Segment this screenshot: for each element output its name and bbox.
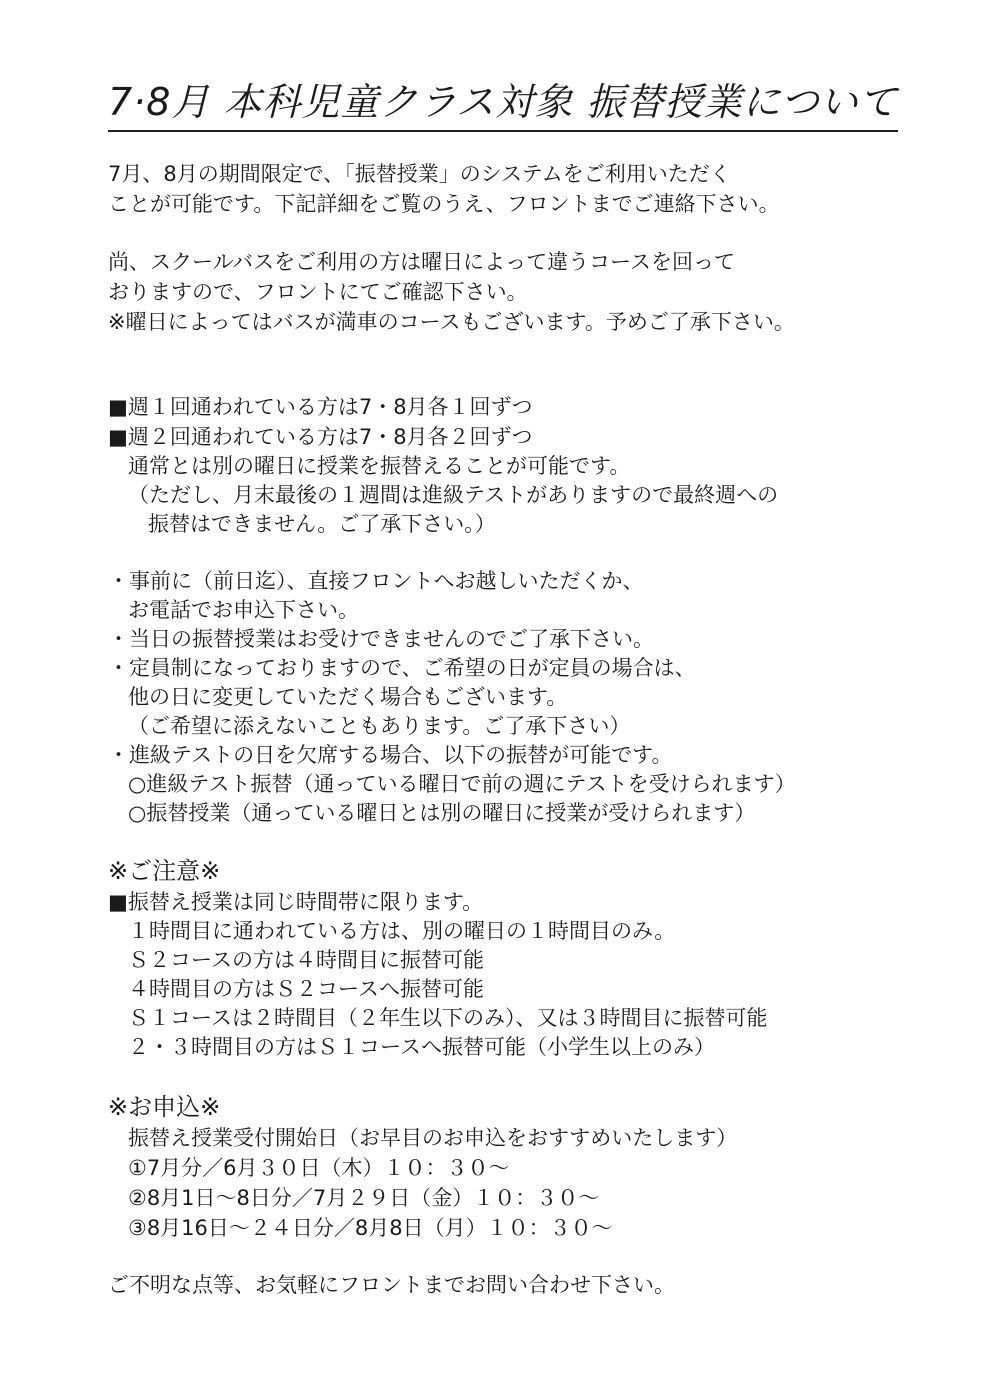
rule-line: ○振替授業（通っている曜日とは別の曜日に授業が受けられます） [128,801,756,825]
frequency-line: 振替はできません。ご了承下さい。） [148,512,496,536]
apply-line: ③8月16日～２４日分／8月8日（月）１０：３０～ [128,1216,613,1240]
rule-line: ○進級テスト振替（通っている曜日で前の週にテストを受けられます） [128,772,796,796]
rule-line: （ご希望に添えないこともあります。ご了承下さい） [128,714,631,738]
notice-line: ■振替え授業は同じ時間帯に限ります。 [108,890,484,914]
bus-line: ※曜日によってはバスが満車のコースもございます。予めご了承下さい。 [108,310,795,334]
bus-line: おりますので、フロントにてご確認下さい。 [108,280,528,304]
notice-heading: ※ご注意※ [108,857,221,885]
notice-line: ４時間目の方はＳ２コースへ振替可能 [128,977,484,1001]
rule-line: お電話でお申込下さい。 [128,598,359,622]
frequency-line: ■週２回通われている方は7・8月各２回ずつ [108,425,533,449]
notice-line: Ｓ２コースの方は４時間目に振替可能 [128,948,484,972]
rule-line: ・当日の振替授業はお受けできませんのでご了承下さい。 [108,627,654,651]
intro-line: 7月、8月の期間限定で、「振替授業」のシステムをご利用いただく [108,162,731,186]
apply-line: ②8月1日～8日分／7月２９日（金）１０：３０～ [128,1186,600,1210]
apply-line: ①7月分／6月３０日（木）１０：３０～ [128,1156,510,1180]
document-title: 7·8月 本科児童クラス対象 振替授業について [108,78,898,132]
apply-line: 振替え授業受付開始日（お早目のお申込をおすすめいたします） [128,1126,738,1150]
footer-line: ご不明な点等、お気軽にフロントまでお問い合わせ下さい。 [108,1273,675,1297]
frequency-line: （ただし、月末最後の１週間は進級テストがありますので最終週への [128,483,779,507]
rule-line: ・定員制になっておりますので、ご希望の日が定員の場合は、 [108,656,696,680]
intro-line: ことが可能です。下記詳細をご覧のうえ、フロントまでご連絡下さい。 [108,192,780,216]
notice-line: Ｓ１コースは２時間目（２年生以下のみ）、又は３時間目に振替可能 [128,1006,768,1030]
notice-line: ２・３時間目の方はＳ１コースへ振替可能（小学生以上のみ） [128,1035,715,1059]
bus-line: 尚、スクールバスをご利用の方は曜日によって違うコースを回って [108,250,736,274]
rule-line: ・事前に（前日迄）、直接フロントへお越しいただくか、 [108,569,644,593]
frequency-line: ■週１回通われている方は7・8月各１回ずつ [108,395,533,419]
apply-heading: ※お申込※ [108,1093,221,1121]
rule-line: 他の日に変更していただく場合もございます。 [128,685,568,709]
frequency-line: 通常とは別の曜日に授業を振替えることが可能です。 [128,454,631,478]
notice-line: １時間目に通われている方は、別の曜日の１時間目のみ。 [128,919,676,943]
rule-line: ・進級テストの日を欠席する場合、以下の振替が可能です。 [108,743,673,767]
